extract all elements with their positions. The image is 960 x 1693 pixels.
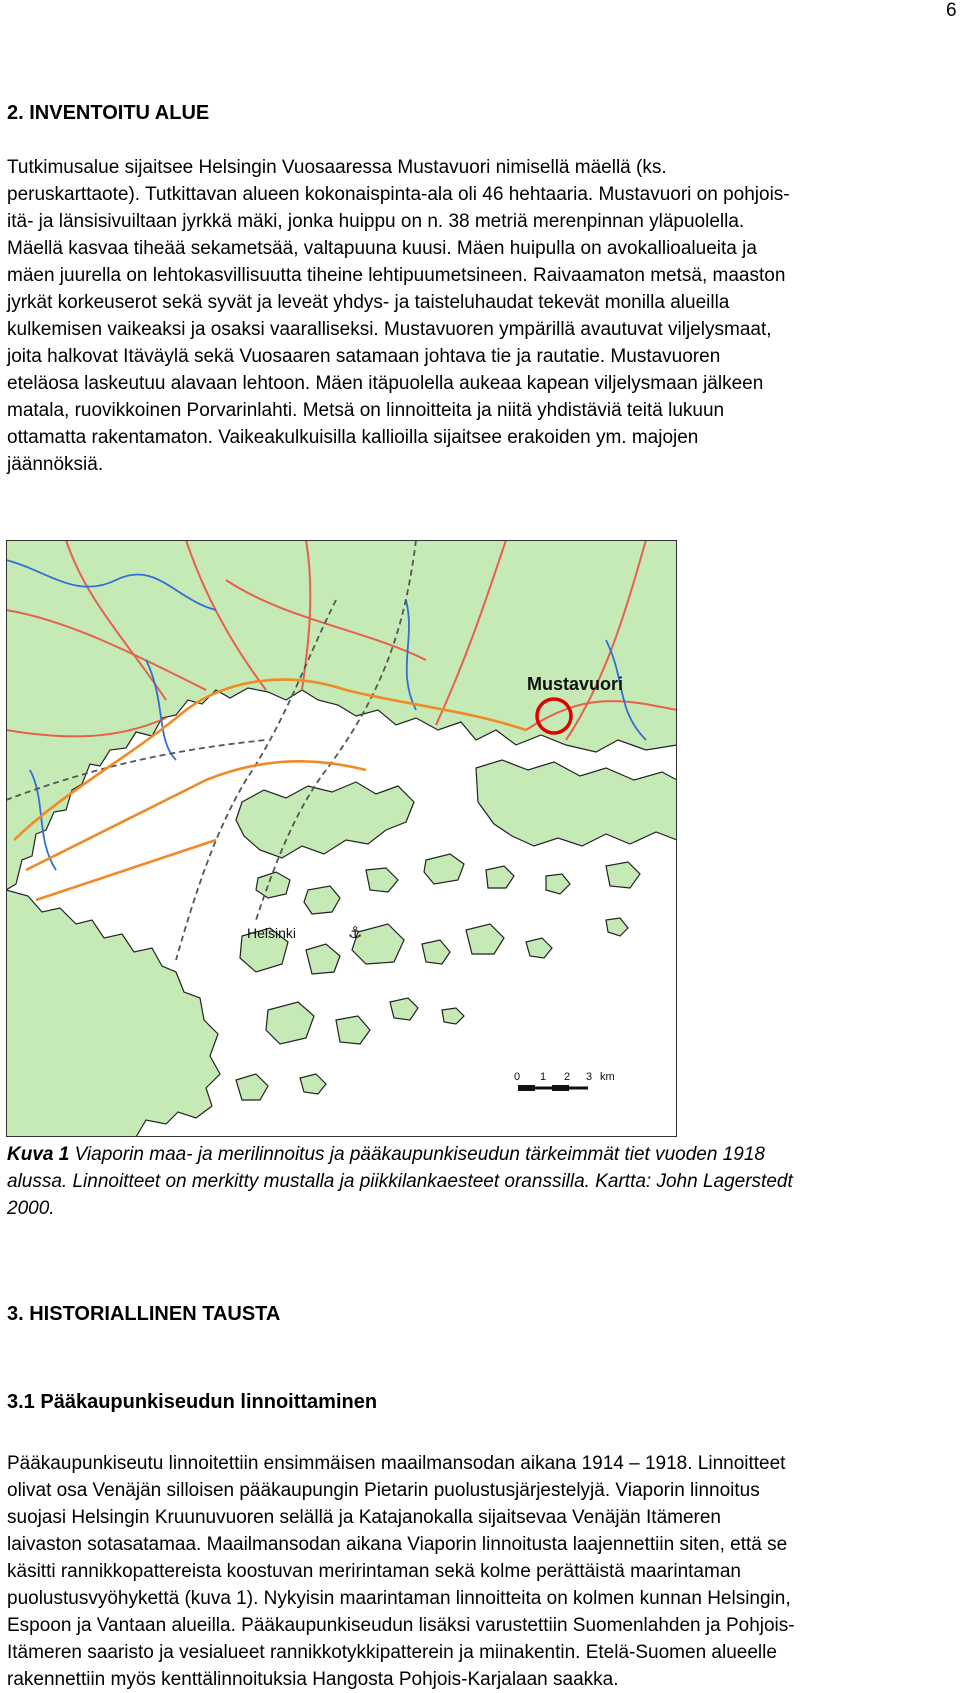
- paragraph-line: Espoon ja Vantaan alueilla. Pääkaupunkiseudun lisäksi varustettiin Suomenlahden ja Pohjois-: [7, 1615, 795, 1636]
- section-2-heading: 2. INVENTOITU ALUE: [7, 102, 210, 124]
- scale-tick-1: 1: [540, 1071, 547, 1083]
- scale-tick-2: 2: [564, 1071, 571, 1083]
- paragraph-line: matala, ruovikkoinen Porvarinlahti. Metsä on linnoitteita ja niitä yhdistäviä teitä lukuun: [7, 400, 725, 421]
- caption-text: Viaporin maa- ja merilinnoitus ja pääkaupunkiseudun tärkeimmät tiet vuoden 1918: [69, 1144, 765, 1165]
- fortification-map-figure: [6, 540, 677, 1137]
- paragraph-line: mäen juurella on lehtokasvillisuutta tiheine lehtipuumetsineen. Raivaamaton metsä, maaston: [7, 265, 786, 286]
- paragraph-line: puolustusvyöhykettä (kuva 1). Nykyisin maarintaman linnoitteita on kolmen kunnan Helsingin,: [7, 1588, 791, 1609]
- paragraph-line: Mäellä kasvaa tiheää sekametsää, valtapuuna kuusi. Mäen huipulla on avokallioalueita ja: [7, 238, 757, 259]
- paragraph-line: eteläosa laskeutuu alavaan lehtoon. Mäen itäpuolella aukeaa kapean viljelysmaan jälkeen: [7, 373, 764, 394]
- paragraph-line: kulkemisen vaikeaksi ja osaksi vaaralliseksi. Mustavuoren ympärillä avautuvat viljelysmaat,: [7, 319, 772, 340]
- caption-label: Kuva 1: [7, 1144, 70, 1165]
- paragraph-line: jäännöksiä.: [7, 454, 104, 475]
- paragraph-line: joita halkovat Itäväylä sekä Vuosaaren satamaan johtava tie ja rautatie. Mustavuoren: [7, 346, 721, 367]
- paragraph-line: Itämeren saaristo ja vesialueet rannikkotykkipatterein ja miinakentin. Etelä-Suomen alueelle: [7, 1642, 777, 1663]
- paragraph-line: käsitti rannikkopattereista koostuvan meririntaman sekä kolme perättäistä maarintaman: [7, 1561, 741, 1582]
- paragraph-line: Pääkaupunkiseutu linnoitettiin ensimmäisen maailmansodan aikana 1914 – 1918. Linnoitteet: [7, 1453, 786, 1474]
- scale-tick-3: 3: [586, 1071, 593, 1083]
- section-3-heading: 3. HISTORIALLINEN TAUSTA: [7, 1303, 281, 1325]
- helsinki-label: Helsinki: [247, 925, 297, 941]
- fortification-map: [6, 540, 677, 1137]
- paragraph-line: itä- ja länsisivuiltaan jyrkkä mäki, jonka huippu on n. 38 metriä merenpinnan yläpuolella.: [7, 211, 745, 232]
- scale-unit: km: [600, 1071, 615, 1083]
- paragraph-line: ottamatta rakentamaton. Vaikeakulkuisilla kallioilla sijaitsee erakoiden ym. majojen: [7, 427, 699, 448]
- paragraph-line: jyrkät korkeuserot sekä syvät ja leveät yhdys- ja taisteluhaudat tekevät monilla alueilla: [7, 292, 730, 313]
- paragraph-line: laivaston sotasatamaa. Maailmansodan aikana Viaporin linnoitusta laajennettiin siten, että se: [7, 1534, 788, 1555]
- section-3-1-paragraph: [7, 1450, 957, 1693]
- section-3-1-subheading: 3.1 Pääkaupunkiseudun linnoittaminen: [7, 1391, 378, 1413]
- scale-tick-0: 0: [514, 1071, 521, 1083]
- paragraph-line: olivat osa Venäjän silloisen pääkaupungin Pietarin puolustusjärjestelyjä. Viaporin linnoitus: [7, 1480, 760, 1501]
- paragraph-line: Tutkimusalue sijaitsee Helsingin Vuosaaressa Mustavuori nimisellä mäellä (ks.: [7, 157, 667, 178]
- caption-text: alussa. Linnoitteet on merkitty mustalla ja piikkilankaesteet oranssilla. Kartta: John Lagerstedt: [7, 1171, 793, 1192]
- caption-text: 2000.: [7, 1198, 55, 1219]
- section-2-paragraph: [7, 154, 957, 478]
- paragraph-line: peruskarttaote). Tutkittavan alueen kokonaispinta-ala oli 46 hehtaaria. Mustavuori on pohjois-: [7, 184, 790, 205]
- paragraph-line: suojasi Helsingin Kruunuvuoren selällä ja Katajanokalla sijaitsevaa Venäjän Itämeren: [7, 1507, 721, 1528]
- paragraph-line: rakennettiin myös kenttälinnoituksia Hangosta Pohjois-Karjalaan saakka.: [7, 1669, 619, 1690]
- anchor-icon: ⚓: [348, 925, 363, 942]
- figure-caption: [7, 1141, 947, 1222]
- mustavuori-label: Mustavuori: [527, 674, 624, 694]
- page-number: 6: [946, 0, 957, 21]
